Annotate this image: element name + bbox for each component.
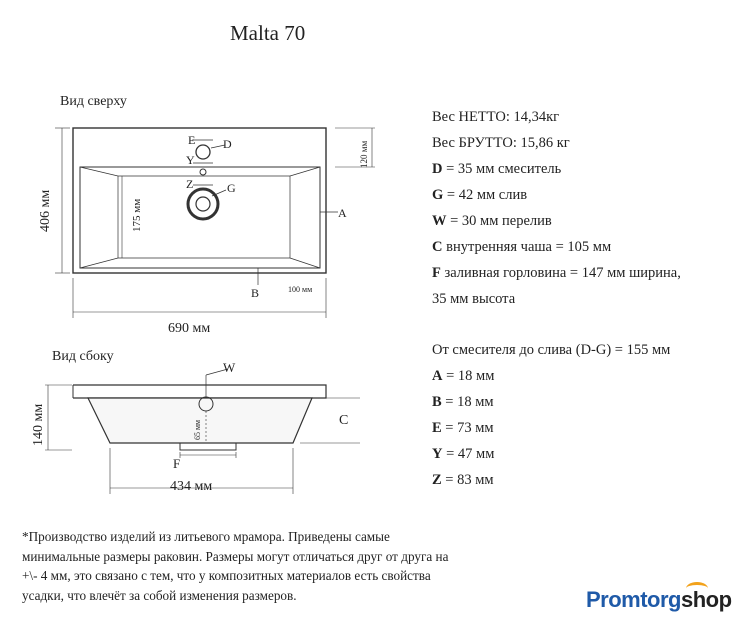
point-y-label: Y: [186, 153, 195, 167]
dim-inner-label: 175 мм: [131, 198, 143, 232]
side-view-label: Вид сбоку: [52, 349, 114, 364]
top-view-outer-rim: [73, 128, 326, 273]
tap-hole: [196, 145, 210, 159]
spec-f-height: 35 мм высота: [432, 291, 516, 307]
point-z-label: Z: [186, 177, 194, 191]
point-c-label: C: [339, 413, 349, 428]
point-b-label: B: [251, 286, 260, 300]
dim-width-label: 690 мм: [168, 321, 211, 336]
point-a-label: A: [338, 206, 347, 220]
dim-side-width-label: 434 мм: [170, 479, 213, 494]
dim-tap-zone-label: 120 мм: [359, 140, 369, 168]
dim-depth-label: 406 мм: [38, 189, 53, 232]
dist-y: Y = 47 мм: [432, 446, 495, 462]
point-d-label: D: [223, 137, 232, 151]
dim-overflow-label: 65 мм: [193, 419, 202, 440]
footnote: *Производство изделий из литьевого мрамора. Приведены самые минимальные размеры раковин. Размеры могут отличаться друг от друга на +\- 4 мм, это связано с тем, что у композитных материалов есть свойства усадки, что влечёт за собой изменения размеров.: [22, 529, 449, 603]
top-view-label: Вид сверху: [60, 94, 127, 109]
spec-d: D = 35 мм смеситель: [432, 161, 562, 177]
spec-w: W = 30 мм перелив: [432, 213, 552, 229]
spec-gross-weight: Вес БРУТТО: 15,86 кг: [432, 135, 570, 151]
point-g-label: G: [227, 181, 236, 195]
drain-outer: [188, 189, 218, 219]
dist-z: Z = 83 мм: [432, 472, 494, 488]
logo-arc-icon: [686, 582, 708, 595]
dist-b: B = 18 мм: [432, 394, 494, 410]
top-view-drawing: [55, 128, 375, 318]
dist-a: A = 18 мм: [432, 368, 495, 384]
spec-c: C внутренняя чаша = 105 мм: [432, 239, 612, 255]
side-view-drawing: [45, 369, 360, 494]
drain-inner: [196, 197, 210, 211]
point-f-label: F: [173, 456, 181, 471]
spec-g: G = 42 мм слив: [432, 187, 528, 203]
dist-e: E = 73 мм: [432, 420, 494, 436]
point-e-label: E: [188, 133, 196, 147]
point-w-label: W: [223, 360, 236, 375]
spec-f: F заливная горловина = 147 мм ширина,: [432, 265, 681, 281]
dim-side-height-label: 140 мм: [31, 403, 46, 446]
product-title: Malta 70: [230, 21, 306, 45]
overflow-hole-top: [200, 169, 206, 175]
spec-net-weight: Вес НЕТТО: 14,34кг: [432, 109, 560, 125]
side-view-rim: [73, 385, 326, 398]
dim-edge-label: 100 мм: [288, 285, 313, 294]
dist-d-g: От смесителя до слива (D-G) = 155 мм: [432, 342, 671, 358]
brand-logo: Promtorgshop: [586, 587, 732, 613]
drain-neck: [180, 443, 236, 450]
